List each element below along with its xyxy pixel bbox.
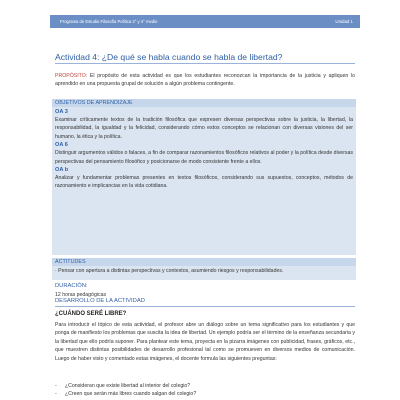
unit-badge: Unidad 1 (335, 19, 353, 24)
program-title: Programa de Estudio Filosofía Política 3° y 4° medio (60, 19, 158, 24)
oa-text: Examinar críticamente textos de la tradición filosófica que expresen diversas perspectivas sobre la justicia, la libertad, la responsabilidad, la igualdad y la felicidad, considerando cómo estos conceptos se relacionan con diversas visiones del ser humano, la ética y la política. (55, 117, 353, 140)
question-list (55, 382, 355, 399)
purpose-label: PROPÓSITO: (55, 73, 88, 79)
oa-code: OA 6 (55, 142, 68, 149)
header-bar (50, 15, 360, 28)
list-item (55, 382, 355, 390)
question-text: ¿Consideran que existe libertad al interior del colegio? (65, 383, 191, 389)
purpose-text: El propósito de esta actividad es que los estudiantes reconozcan la importancia de la justicia y apliquen lo aprendido en una propuesta grupal de solución a algún problema contingente. (55, 73, 355, 88)
purpose-paragraph (55, 72, 355, 89)
attitudes-box (52, 258, 356, 280)
question-text: ¿Creen que serán más libres cuando salgan del colegio? (65, 391, 197, 398)
attitudes-text: · Pensar con apertura a distintas perspectivas y contextos, asumiendo riesgos y responsabilidades. (55, 268, 284, 274)
development-subheading: ¿CUÁNDO SERÉ LIBRE? (55, 311, 127, 317)
development-paragraph: Para introducir el tópico de esta actividad, el profesor abre un diálogo sobre un tema significativo para los estudiantes y que ponga de manifiesto los problemas que suscita la idea de libertad. Un ejemplo podría ser el término de la enseñanza secundaria y la libertad que ello podría suponer. Para plantear este tema, proyecta en la pizarra imágenes con publicidad, frases, gráficos, etc., que muestren distintas posibilidades de desarrollo profesional tal como se promueven en diversos medios de comunicación. Luego de haber visto y comentado estas imágenes, el docente formula las siguientes preguntas: (55, 322, 355, 362)
objectives-heading: OBJETIVOS DE APRENDIZAJE (52, 99, 356, 107)
duration-heading: DURACIÓN: (55, 283, 88, 289)
oa-text: Analizar y fundamentar problemas presentes en textos filosóficos, considerando sus supuestos, conceptos, métodos de razonamiento e implicancias en la vida cotidiana. (55, 175, 353, 190)
attitudes-heading: ACTITUDES (52, 258, 356, 266)
list-item (55, 390, 355, 398)
objectives-box (52, 99, 356, 255)
oa-text: Distinguir argumentos válidos o falaces, a fin de comparar razonamientos filosóficos relativos al poder y la política desde diversas perspectivas del pensamiento filosófico y posicionarse de modo consistente frente a ellos. (55, 150, 353, 165)
oa-code: OA 3 (55, 109, 68, 115)
duration-value: 12 horas pedagógicas (55, 292, 107, 298)
title-divider (55, 63, 355, 64)
activity-title: Actividad 4: ¿De qué se habla cuando se habla de libertad? (55, 52, 283, 62)
development-divider (55, 306, 355, 307)
bullet-icon: - (55, 391, 57, 398)
bullet-icon: - (55, 383, 57, 389)
oa-code: OA b (55, 167, 69, 174)
development-heading: DESARROLLO DE LA ACTIVIDAD (55, 298, 145, 304)
